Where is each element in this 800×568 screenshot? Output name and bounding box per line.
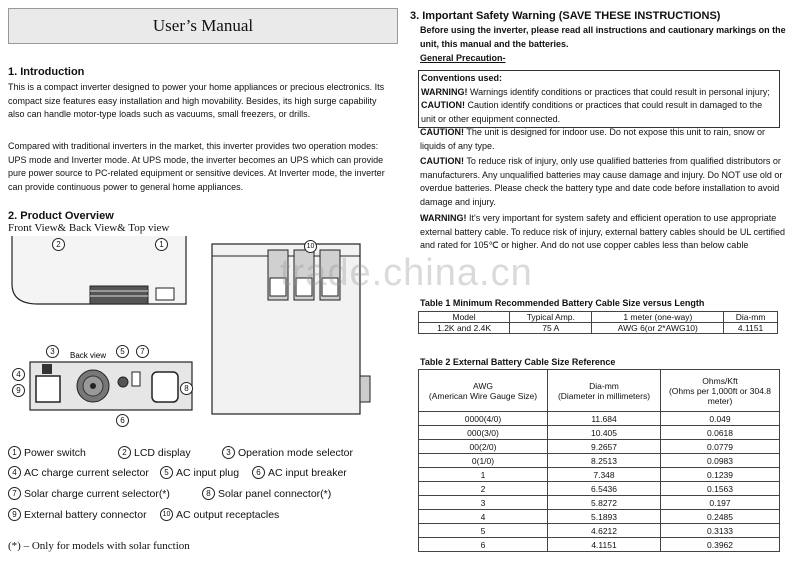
callout-10: 10: [304, 240, 317, 253]
table2-header: AWG (American Wire Gauge Size): [419, 370, 548, 412]
table-cell: 5.1893: [548, 510, 661, 524]
table-cell: 0.197: [661, 496, 780, 510]
callout-9: 9: [12, 384, 25, 397]
table-cell: 8.2513: [548, 454, 661, 468]
table-row: [419, 524, 780, 538]
overview-heading: 2. Product Overview: [8, 210, 114, 222]
table-cell: 000(3/0): [419, 426, 548, 440]
table-cell: 9.2657: [548, 440, 661, 454]
legend-item-1: 1 Power switch: [8, 446, 86, 459]
table-row: [419, 538, 780, 552]
safety-heading: 3. Important Safety Warning (SAVE THESE INSTRUCTIONS): [410, 10, 721, 22]
table-cell: 0.0618: [661, 426, 780, 440]
table-cell: 4.1151: [724, 323, 778, 334]
table-cell: 4.6212: [548, 524, 661, 538]
legend-item-7: 7 Solar charge current selector(*): [8, 487, 170, 500]
legend-item-9: 9 External battery connector: [8, 508, 147, 521]
table-cell: 0.0983: [661, 454, 780, 468]
table-cell: 0(1/0): [419, 454, 548, 468]
table2-header: Dia-mm (Diameter in millimeters): [548, 370, 661, 412]
general-precaution: General Precaution-: [420, 53, 506, 63]
table1-header: 1 meter (one-way): [592, 312, 724, 323]
table-cell: 10.405: [548, 426, 661, 440]
table-row: [419, 440, 780, 454]
intro-paragraph-2: Compared with traditional inverters in the market, this inverter provides two operation modes: UPS mode and Inverter mode. At UPS mode, the inverter becomes an UPS which can provide pure power source to PC-related equipment or sensitive devices. At Inverter mode, the inverter can provide continuous power to general home appliances.: [8, 141, 385, 192]
intro-heading: 1. Introduction: [8, 66, 85, 78]
callout-7: 7: [136, 345, 149, 358]
legend-item-6: 6 AC input breaker: [252, 466, 347, 479]
table1-header: Typical Amp.: [510, 312, 592, 323]
caution-batteries: CAUTION! To reduce risk of injury, only use qualified batteries from qualified distributors or manufacturers. Any unqualified batteries may cause damage and injury. Do NOT use old or overdue batteries. Please check the battery type and date code before installation to avoid damage and injury.: [420, 156, 783, 207]
table1-header-row: [419, 312, 778, 323]
table-cell: 4.1151: [548, 538, 661, 552]
table2-header-row: [419, 370, 780, 412]
table-cell: 0.049: [661, 412, 780, 426]
watermark: trade.china.cn: [280, 252, 533, 294]
table-cell: 5: [419, 524, 548, 538]
table-cell: 0.1239: [661, 468, 780, 482]
table-row: [419, 496, 780, 510]
table1-header: Dia-mm: [724, 312, 778, 323]
conventions-caution: CAUTION! Caution identify conditions or practices that could result in damaged to the unit or other equipment connected.: [421, 100, 763, 124]
table2-title: Table 2 External Battery Cable Size Reference: [420, 357, 616, 367]
conventions-title: Conventions used:: [421, 73, 503, 83]
table-row: [419, 482, 780, 496]
callout-8: 8: [180, 382, 193, 395]
callout-2: 2: [52, 238, 65, 251]
callout-4: 4: [12, 368, 25, 381]
legend-item-5: 5 AC input plug: [160, 466, 239, 479]
table-row: [419, 426, 780, 440]
legend-item-8: 8 Solar panel connector(*): [202, 487, 331, 500]
caution-indoor: CAUTION! The unit is designed for indoor use. Do not expose this unit to rain, snow or liquids of any type.: [420, 127, 766, 151]
table-cell: 0.2485: [661, 510, 780, 524]
table-cell: 0.0779: [661, 440, 780, 454]
footnote: (*) – Only for models with solar function: [8, 540, 190, 552]
callout-6: 6: [116, 414, 129, 427]
table-row: [419, 510, 780, 524]
manual-title: User’s Manual: [8, 8, 398, 44]
table-cell: 75 A: [510, 323, 592, 334]
back-view-label: Back view: [70, 351, 107, 360]
views-label: Front View& Back View& Top view: [8, 222, 170, 234]
table1: [418, 311, 778, 334]
table-cell: 0.3133: [661, 524, 780, 538]
table-row: [419, 412, 780, 426]
table-row: [419, 468, 780, 482]
table-cell: 0.1563: [661, 482, 780, 496]
table-cell: 4: [419, 510, 548, 524]
legend-item-4: 4 AC charge current selector: [8, 466, 149, 479]
table-cell: 6.5436: [548, 482, 661, 496]
table-row: [419, 454, 780, 468]
table-cell: 6: [419, 538, 548, 552]
table-cell: 7.348: [548, 468, 661, 482]
table-cell: AWG 6(or 2*AWG10): [592, 323, 724, 334]
legend-item-2: 2 LCD display: [118, 446, 191, 459]
callout-3: 3: [46, 345, 59, 358]
callout-1: 1: [155, 238, 168, 251]
table-row: [419, 323, 778, 334]
table-cell: 3: [419, 496, 548, 510]
legend-item-3: 3 Operation mode selector: [222, 446, 353, 459]
table1-title: Table 1 Minimum Recommended Battery Cable Size versus Length: [420, 298, 705, 308]
callout-5: 5: [116, 345, 129, 358]
table1-header: Model: [419, 312, 510, 323]
safety-intro: Before using the inverter, please read all instructions and cautionary markings on the unit, this manual and the batteries.: [420, 25, 786, 49]
table-cell: 1.2K and 2.4K: [419, 323, 510, 334]
conventions-box: [418, 70, 780, 128]
legend-item-10: 10 AC output receptacles: [160, 508, 279, 521]
table2: [418, 369, 780, 552]
table-cell: 5.8272: [548, 496, 661, 510]
table-cell: 0000(4/0): [419, 412, 548, 426]
table-cell: 11.684: [548, 412, 661, 426]
table-cell: 00(2/0): [419, 440, 548, 454]
intro-paragraph-1: This is a compact inverter designed to power your home appliances or precious electronics. Its compact size features easy installation and high movability. Besides, its high surge capability also can handle motor-type loads such as vacuums, small freezers, or drills.: [8, 82, 385, 119]
back-view-drawing: [30, 362, 192, 410]
conventions-warning: WARNING! Warnings identify conditions or practices that could result in personal injury;: [421, 86, 770, 97]
table2-header: Ohms/Kft (Ohms per 1,000ft or 304.8 meter): [661, 370, 780, 412]
table-cell: 1: [419, 468, 548, 482]
table-cell: 0.3962: [661, 538, 780, 552]
table-cell: 2: [419, 482, 548, 496]
warning-cable: WARNING! It's very important for system safety and efficient operation to use appropriate external battery cable. To reduce risk of injury, external battery cables should be UL certified and rated for 105℃ or higher. And do not use copper cables less than below cable: [420, 213, 786, 250]
